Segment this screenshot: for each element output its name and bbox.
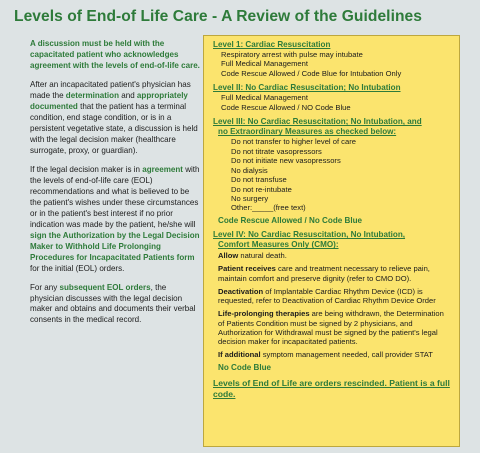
level-4-allow: Allow natural death. (218, 251, 287, 261)
level-3-item: Do not transfuse (231, 175, 287, 185)
level-1-section (213, 40, 451, 78)
level-4-heading-cont: Comfort Measures Only (CMO): (218, 240, 339, 250)
levels-panel (203, 35, 460, 447)
level-3-item: Do not re-intubate (231, 184, 292, 194)
level-4-deactivation: Deactivation of Implantable Cardiac Rhythm Device (ICD) is requested, refer to Deactivation of Cardiac Rhythm Device Order (218, 286, 436, 306)
level-1-heading: Level 1: Cardiac Resuscitation (213, 40, 331, 49)
level-3-item: No surgery (231, 193, 269, 203)
level-3-item: Other:_____(free text) (231, 203, 306, 213)
level-2-section (213, 83, 451, 112)
level-3-section (213, 117, 451, 225)
level-4-body (213, 251, 451, 372)
level-1-item: Code Rescue Allowed / Code Blue for Intubation Only (221, 68, 402, 78)
level-4-additional: If additional symptom management needed, call provider STAT (218, 350, 433, 360)
intro-column (30, 39, 200, 334)
intro-lead: A discussion must be held with the capacitated patient who acknowledges agreement with the levels of end-of-life care. (30, 39, 200, 70)
level-2-heading: Level II: No Cardiac Resuscitation; No Intubation (213, 83, 401, 93)
level-1-item: Full Medical Management (221, 59, 308, 69)
level-2-item: Code Rescue Allowed / NO Code Blue (221, 102, 351, 112)
intro-paragraph-determination: After an incapacitated patient's physician has made the determination and appropriately documented that the patient has a terminal condition, end stage condition, or is in a persistent vegetative state, a discussion is held with the legal decision maker (healthcare surrogate, proxy, or guardian). (30, 80, 198, 156)
level-4-heading: Level IV: No Cardiac Resuscitation, No Intubation, (213, 230, 406, 240)
intro-paragraph-subsequent: For any subsequent EOL orders, the physician discusses with the legal decision maker and obtains and documents their verbal consents in the medical record. (30, 282, 196, 325)
intro-paragraph-agreement: If the legal decision maker is in agreement with the levels of end-of-life care (EOL) recommendations and what is believed to be the patient's wishes under these circumstances or in the patient's best interest if no prior indication was made by the patient, he/she will sign the Authorization by the Legal Decision Maker to Withhold Life Prolonging Procedures for Incapacitated Patients form for the initial (EOL) orders. (30, 165, 200, 273)
level-1-item: Respiratory arrest with pulse may intubate (221, 50, 363, 59)
rescinded-note: Levels of End of Life are orders rescinded. Patient is a full code. (213, 377, 450, 399)
level-4-life-prolonging: Life-prolonging therapies are being withdrawn, the Determination of Patients Condition must be signed by 2 physicians, and Authorization for Withdrawal must be signed by the patient's legal decision maker for incapacitated patients. (218, 309, 444, 347)
level-3-item: Do not titrate vasopressors (231, 146, 322, 156)
level-3-item: Do not initiate new vasopressors (231, 156, 341, 166)
level-4-footer: No Code Blue (218, 363, 272, 373)
level-3-item: No dialysis (231, 165, 268, 175)
level-3-heading: Level III: No Cardiac Resuscitation; No Intubation, and (213, 117, 422, 127)
page-title: Levels of End-of Life Care - A Review of the Guidelines (14, 8, 422, 25)
level-4-receives: Patient receives care and treatment necessary to relieve pain, maintain comfort and preserve dignity (refer to CMO DO). (218, 264, 430, 283)
level-4-section (213, 230, 451, 372)
level-3-heading-cont: no Extraordinary Measures as checked below: (218, 127, 397, 137)
level-3-footer: Code Rescue Allowed / No Code Blue (218, 215, 363, 225)
level-2-item: Full Medical Management (221, 93, 308, 103)
level-3-item: Do not transfer to higher level of care (231, 137, 356, 147)
